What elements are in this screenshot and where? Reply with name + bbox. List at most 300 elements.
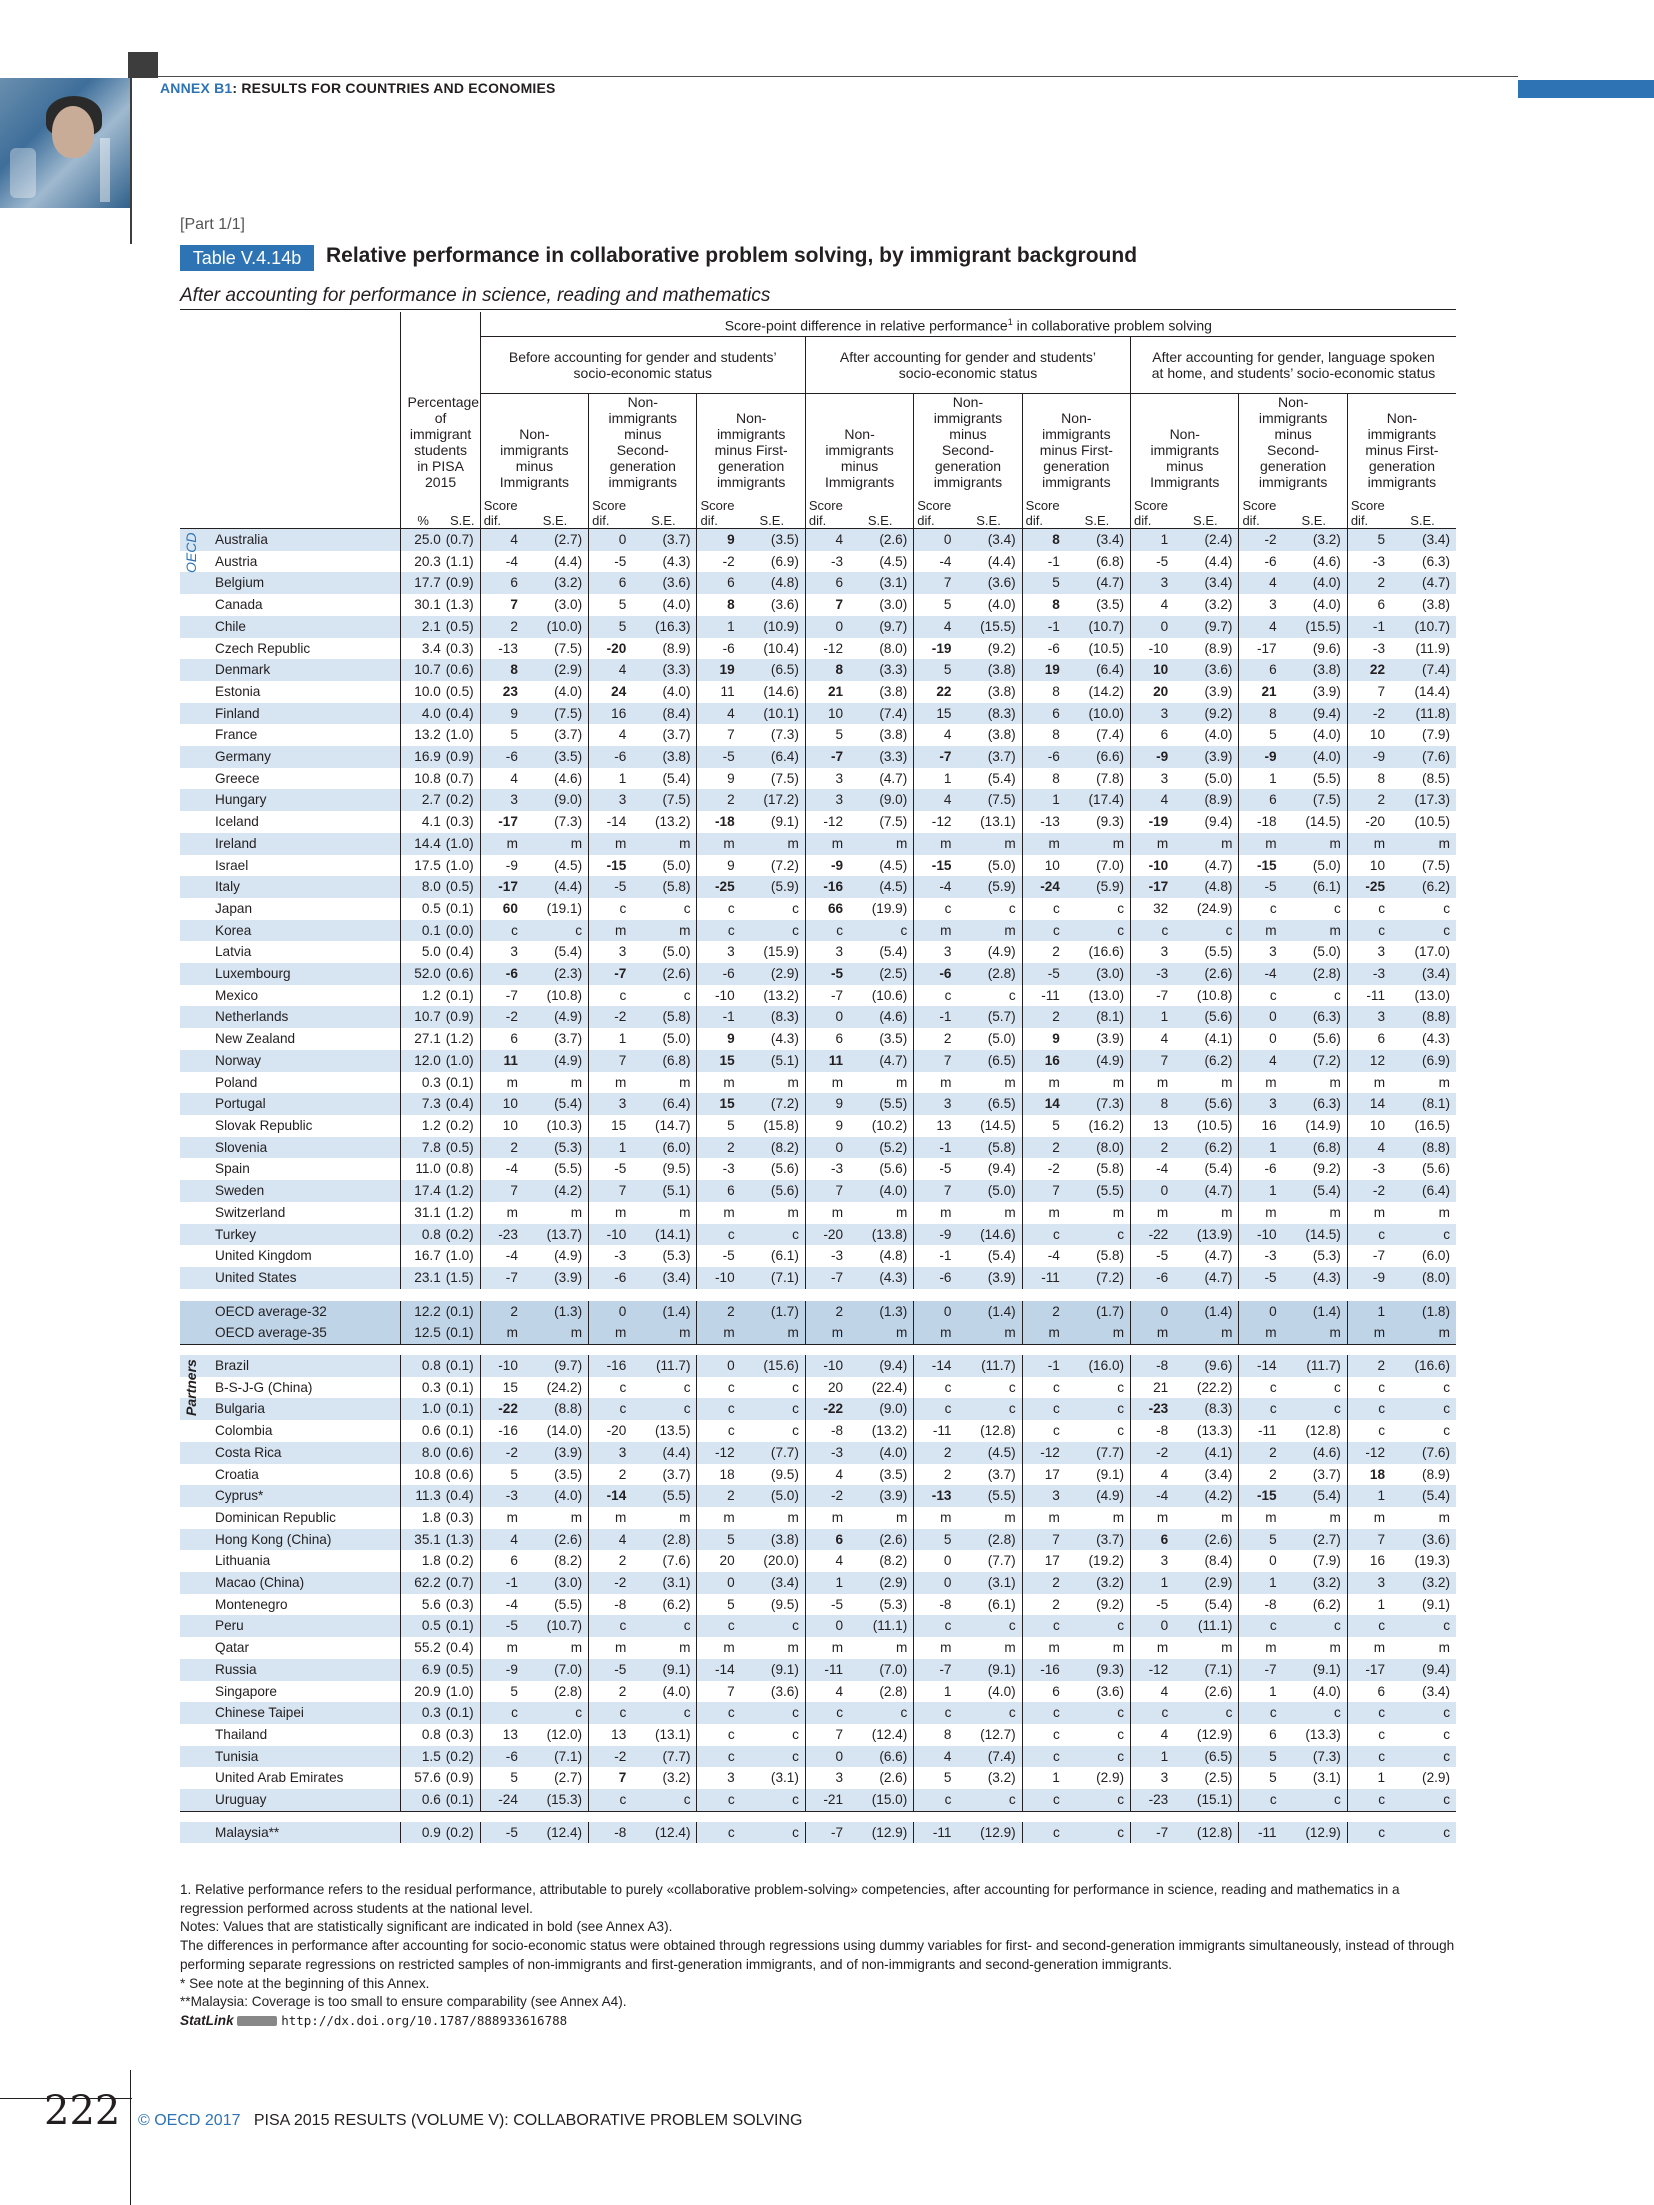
- cell-se: (2.8): [879, 1683, 908, 1699]
- cell-se: (5.6): [1422, 1161, 1450, 1177]
- cell-value: 8: [480, 659, 522, 681]
- cell-value: 3: [589, 941, 631, 963]
- cell-se: (4.6): [1281, 1442, 1348, 1464]
- cell-value: 10: [1347, 724, 1389, 746]
- cell-se: (2.8): [554, 1683, 583, 1699]
- cell-value: -12: [805, 638, 847, 660]
- cell-se: (9.6): [1172, 1355, 1239, 1377]
- cell-value: 1: [1131, 529, 1173, 551]
- cell-se: (1.4): [630, 1301, 697, 1323]
- cell-value: 4: [1131, 789, 1173, 811]
- footer-text: [138, 2112, 802, 2130]
- cell-value: 4: [914, 789, 956, 811]
- cell-value: -22: [480, 1398, 522, 1420]
- cell-se: (5.4): [987, 770, 1016, 786]
- cell-se: (12.9): [955, 1822, 1022, 1844]
- row-label: Czech Republic: [215, 640, 311, 656]
- cell-value: -6: [914, 1267, 956, 1289]
- cell-se: (6.6): [847, 1746, 914, 1768]
- cell-value: 7.3: [401, 1093, 445, 1115]
- cell-se: m: [630, 1322, 697, 1344]
- cell-value: m: [589, 1202, 631, 1224]
- cell-value: c: [1022, 898, 1064, 920]
- header-col-nonimm-first-3: Non-immigrants minus First-generation immigrants: [1347, 394, 1456, 495]
- cell-value: 0: [589, 1301, 631, 1323]
- cell-value: -4: [480, 1594, 522, 1616]
- cell-se: (3.2): [1064, 1572, 1131, 1594]
- cell-value: m: [480, 1322, 522, 1344]
- cell-value: 14.4: [401, 833, 445, 855]
- cell-se: (3.8): [739, 1529, 806, 1551]
- cell-value: m: [1022, 1202, 1064, 1224]
- cell-value: 31.1: [401, 1202, 445, 1224]
- cell-se: (4.7): [1172, 1267, 1239, 1289]
- cell-value: 0: [914, 1572, 956, 1594]
- cell-value: 0.8: [401, 1355, 445, 1377]
- cell-value: m: [589, 1072, 631, 1094]
- cell-se: (1.0): [445, 1248, 474, 1264]
- cell-value: -3: [480, 1485, 522, 1507]
- cell-value: 1.5: [401, 1746, 445, 1768]
- cell-se: (7.2): [1064, 1267, 1131, 1289]
- cell-se: (10.2): [871, 1117, 908, 1133]
- cell-se: (10.5): [1088, 640, 1125, 656]
- cell-value: m: [480, 1202, 522, 1224]
- cell-value: m: [805, 1322, 847, 1344]
- cell-se: (5.5): [1312, 770, 1341, 786]
- cell-value: 6: [1347, 594, 1389, 616]
- cell-value: 3: [589, 1442, 631, 1464]
- cell-value: -7: [1239, 1659, 1281, 1681]
- cell-value: 0.1: [401, 920, 445, 942]
- cell-value: 7: [914, 1050, 956, 1072]
- cell-value: 1: [589, 768, 631, 790]
- cell-value: 5: [480, 1767, 522, 1789]
- cell-value: -11: [1347, 985, 1389, 1007]
- row-label: United States: [180, 1267, 401, 1289]
- cell-value: 3: [1239, 594, 1281, 616]
- cell-value: -5: [480, 1822, 522, 1844]
- cell-se: (6.9): [1389, 1050, 1456, 1072]
- cell-value: 10: [1347, 1115, 1389, 1137]
- row-label: Latvia: [215, 944, 252, 960]
- cell-value: -6: [589, 1267, 631, 1289]
- cell-value: 5: [697, 1115, 739, 1137]
- cell-value: 5: [589, 616, 631, 638]
- cell-value: m: [805, 1202, 847, 1224]
- cell-value: 1: [589, 1028, 631, 1050]
- cell-value: 2: [1022, 1301, 1064, 1323]
- cell-value: 0.5: [401, 1615, 445, 1637]
- cell-value: 19: [697, 659, 739, 681]
- header-unit-score-dif: Score dif.: [1131, 494, 1173, 529]
- cell-value: m: [1347, 1202, 1389, 1224]
- cell-se: (5.1): [739, 1050, 806, 1072]
- cell-value: m: [914, 1637, 956, 1659]
- cell-value: 66: [805, 898, 847, 920]
- cell-se: m: [895, 1640, 908, 1656]
- cell-value: 1: [589, 1137, 631, 1159]
- cell-se: (16.6): [1389, 1355, 1456, 1377]
- cell-value: m: [589, 1322, 631, 1344]
- cell-value: 8: [805, 659, 847, 681]
- cell-value: -8: [589, 1594, 631, 1616]
- cell-se: (4.4): [630, 1442, 697, 1464]
- cell-value: -10: [480, 1355, 522, 1377]
- cell-value: 4.0: [401, 703, 445, 725]
- flask-shape: [10, 148, 36, 198]
- cell-se: (9.1): [1422, 1596, 1450, 1612]
- cell-se: (5.1): [630, 1180, 697, 1202]
- footer-vertical-rule: [130, 2070, 131, 2205]
- cell-value: m: [480, 1637, 522, 1659]
- cell-se: (2.9): [1422, 1770, 1450, 1786]
- header-col-nonimm-second-2: Non-immigrants minus Second-generation immigrants: [914, 394, 1022, 495]
- cell-se: (9.1): [1096, 1466, 1125, 1482]
- cell-value: 10: [1131, 659, 1173, 681]
- cell-value: m: [1239, 1072, 1281, 1094]
- cell-se: (0.3): [445, 640, 474, 656]
- cell-value: -1: [914, 1245, 956, 1267]
- cell-se: m: [787, 1074, 799, 1090]
- cell-value: 9: [805, 1115, 847, 1137]
- table-title: Relative performance in collaborative problem solving, by immigrant background: [326, 244, 1138, 267]
- cell-value: c: [480, 1702, 522, 1724]
- cell-se: (1.4): [1172, 1301, 1239, 1323]
- cell-value: 10: [480, 1093, 522, 1115]
- cell-se: (22.4): [871, 1379, 908, 1395]
- cell-se: (15.1): [1172, 1789, 1239, 1811]
- row-label: Brazil: [180, 1355, 401, 1377]
- cell-se: (3.6): [1172, 659, 1239, 681]
- cell-se: (9.0): [847, 789, 914, 811]
- cell-se: m: [1172, 1322, 1239, 1344]
- cell-value: -17: [480, 876, 522, 898]
- cell-value: -6: [1131, 1267, 1173, 1289]
- cell-se: (7.7): [987, 1553, 1016, 1569]
- cell-se: c: [1008, 1379, 1016, 1395]
- cell-se: (3.8): [1281, 659, 1348, 681]
- cell-se: m: [955, 920, 1022, 942]
- table-row: [180, 681, 1456, 703]
- table-row: [180, 551, 1456, 573]
- cell-value: -1: [1022, 1355, 1064, 1377]
- cell-se: (3.2): [987, 1770, 1016, 1786]
- cell-se: c: [1443, 1726, 1450, 1742]
- cell-se: c: [1389, 1822, 1456, 1844]
- cell-se: (14.7): [654, 1117, 691, 1133]
- cell-value: -20: [1347, 811, 1389, 833]
- cell-value: 1.0: [401, 1398, 445, 1420]
- cell-value: 0.8: [401, 1724, 445, 1746]
- cell-value: 3: [914, 941, 956, 963]
- cell-value: 13: [589, 1724, 631, 1746]
- cell-se: (7.3): [1281, 1746, 1348, 1768]
- cell-se: (13.1): [980, 814, 1016, 830]
- cell-value: 6: [589, 572, 631, 594]
- cell-value: 16: [1022, 1050, 1064, 1072]
- cell-se: (5.4): [987, 1248, 1016, 1264]
- cell-value: -5: [1131, 551, 1173, 573]
- header-col-nonimm-imm-2: Non-immigrants minus Immigrants: [805, 394, 913, 495]
- cell-se: (4.7): [1389, 572, 1456, 594]
- cell-se: (6.5): [955, 1093, 1022, 1115]
- cell-value: -5: [805, 963, 847, 985]
- cell-value: -7: [914, 746, 956, 768]
- cell-se: (2.5): [847, 963, 914, 985]
- cell-se: (0.9): [445, 1006, 480, 1028]
- cell-value: 7: [480, 1180, 522, 1202]
- cell-value: 20: [805, 1377, 847, 1399]
- cell-se: (12.4): [522, 1822, 589, 1844]
- row-label: Denmark: [180, 659, 401, 681]
- cell-se: (7.7): [739, 1442, 806, 1464]
- cell-value: 4: [805, 529, 847, 551]
- cell-value: 2: [1239, 1442, 1281, 1464]
- statlink-url[interactable]: http://dx.doi.org/10.1787/888933616788: [281, 2012, 568, 2028]
- cell-se: (0.4): [445, 1640, 474, 1656]
- cell-value: c: [589, 1398, 631, 1420]
- cell-value: -5: [1239, 1267, 1281, 1289]
- cell-se: (7.0): [1096, 857, 1125, 873]
- cell-se: (3.5): [1096, 597, 1125, 613]
- cell-value: m: [1239, 920, 1281, 942]
- cell-value: -9: [1239, 746, 1281, 768]
- header-unit-score-dif: Score dif.: [480, 494, 522, 529]
- cell-value: 5: [1239, 724, 1281, 746]
- row-label: Hungary: [180, 789, 401, 811]
- cell-se: (4.7): [1172, 1180, 1239, 1202]
- cell-se: (4.9): [554, 1248, 583, 1264]
- cell-value: -2: [1347, 703, 1389, 725]
- cell-se: (12.7): [980, 1726, 1016, 1742]
- cell-value: 11.3: [401, 1485, 445, 1507]
- cell-value: m: [914, 1507, 956, 1529]
- cell-se: (1.3): [445, 1529, 480, 1551]
- cell-se: (0.0): [445, 920, 480, 942]
- cell-value: 9: [805, 1093, 847, 1115]
- cell-se: (13.2): [654, 814, 691, 830]
- cell-value: 4: [1239, 616, 1281, 638]
- cell-se: (15.0): [847, 1789, 914, 1811]
- cell-se: c: [739, 1224, 806, 1246]
- cell-value: 6: [697, 572, 739, 594]
- cell-value: 5: [1022, 1115, 1064, 1137]
- cell-value: c: [1022, 1615, 1064, 1637]
- cell-value: 6: [697, 1180, 739, 1202]
- header-score-point-difference: Score-point difference in relative performance$^1$ in collaborative problem solving: [480, 312, 1456, 337]
- cell-se: (0.5): [445, 683, 474, 699]
- cell-value: 23.1: [401, 1267, 445, 1289]
- cell-se: (6.5): [739, 659, 806, 681]
- cell-value: 21: [805, 681, 847, 703]
- cell-value: 3: [805, 789, 847, 811]
- cell-se: (4.0): [662, 683, 691, 699]
- cell-se: (2.6): [1172, 963, 1239, 985]
- cell-value: 8: [1022, 681, 1064, 703]
- cell-se: (3.6): [955, 572, 1022, 594]
- cell-value: 4: [1131, 1724, 1173, 1746]
- cell-se: m: [1281, 920, 1348, 942]
- cell-value: -2: [805, 1485, 847, 1507]
- cell-se: (4.8): [739, 572, 806, 594]
- cell-se: (3.2): [1281, 1572, 1348, 1594]
- cell-value: 18: [1347, 1464, 1389, 1486]
- cell-value: 5: [1022, 572, 1064, 594]
- cell-value: -10: [697, 1267, 739, 1289]
- header-unit-se: S.E.: [847, 494, 914, 529]
- row-label: Thailand: [215, 1726, 268, 1742]
- cell-se: m: [847, 1322, 914, 1344]
- cell-se: (4.7): [847, 1050, 914, 1072]
- cell-value: c: [1022, 920, 1064, 942]
- table-row: [180, 1050, 1456, 1072]
- row-label: OECD average-32: [180, 1301, 401, 1323]
- table-row: [180, 1572, 1456, 1594]
- cell-value: 16.7: [401, 1245, 445, 1267]
- face-shape: [52, 106, 94, 158]
- cell-value: 2: [914, 1028, 956, 1050]
- cell-se: (14.2): [1088, 683, 1125, 699]
- cell-se: (12.9): [847, 1822, 914, 1844]
- cell-value: 5: [1239, 1746, 1281, 1768]
- cell-se: (3.7): [662, 727, 691, 743]
- cell-value: 6: [1131, 724, 1173, 746]
- cell-value: 4: [1131, 594, 1173, 616]
- cell-value: -22: [1131, 1224, 1173, 1246]
- cell-se: (6.2): [1172, 1137, 1239, 1159]
- table-row: [180, 1377, 1456, 1399]
- note-2: Notes: Values that are statistically significant are indicated in bold (see Annex A3).: [180, 1919, 673, 1935]
- table-row: [180, 1420, 1456, 1442]
- cell-se: (13.0): [1088, 987, 1125, 1003]
- cell-se: (2.7): [554, 1770, 583, 1786]
- table-row: [180, 1746, 1456, 1768]
- cell-se: (2.7): [1281, 1529, 1348, 1551]
- row-label: Poland: [215, 1074, 258, 1090]
- results-table-wrapper: [180, 312, 1456, 1843]
- cell-se: (4.0): [987, 597, 1016, 613]
- cell-value: -8: [1239, 1594, 1281, 1616]
- cell-value: c: [914, 1377, 956, 1399]
- cell-se: (7.6): [1389, 746, 1456, 768]
- cell-se: (1.4): [955, 1301, 1022, 1323]
- header-rule: [158, 76, 1518, 77]
- cell-se: (11.1): [847, 1615, 914, 1637]
- cell-value: 62.2: [401, 1572, 445, 1594]
- cell-se: m: [1004, 1074, 1016, 1090]
- cell-value: -7: [805, 1822, 847, 1844]
- row-label: Hong Kong (China): [180, 1529, 401, 1551]
- cell-value: 8: [1131, 1093, 1173, 1115]
- cell-se: (8.5): [1422, 770, 1450, 786]
- cell-se: (4.4): [554, 553, 583, 569]
- cell-se: (13.2): [763, 987, 799, 1003]
- row-label: Ireland: [180, 833, 401, 855]
- cell-se: (20.0): [763, 1553, 799, 1569]
- cell-value: -7: [805, 1267, 847, 1289]
- cell-se: (5.2): [847, 1137, 914, 1159]
- cell-value: m: [1131, 833, 1173, 855]
- cell-se: (7.2): [1281, 1050, 1348, 1072]
- cell-se: (8.0): [879, 640, 908, 656]
- cell-se: (7.9): [1422, 727, 1450, 743]
- annex-prefix: ANNEX B1: [160, 80, 233, 96]
- cell-value: -5: [589, 551, 631, 573]
- cell-value: -16: [589, 1355, 631, 1377]
- table-label: Table V.4.14b: [180, 245, 314, 271]
- cell-value: 2: [697, 1485, 739, 1507]
- cell-value: c: [1022, 1822, 1064, 1844]
- cell-se: c: [630, 1398, 697, 1420]
- cell-se: m: [679, 1640, 691, 1656]
- cell-value: 2: [697, 789, 739, 811]
- cell-value: -3: [1239, 1245, 1281, 1267]
- table-row: [180, 876, 1456, 898]
- cell-se: (14.6): [955, 1224, 1022, 1246]
- cell-se: (10.7): [522, 1615, 589, 1637]
- cell-value: -5: [589, 1659, 631, 1681]
- cell-se: (4.0): [522, 1485, 589, 1507]
- cell-value: -1: [1347, 616, 1389, 638]
- cell-se: (3.7): [1312, 1466, 1341, 1482]
- cell-se: (7.5): [554, 640, 583, 656]
- cell-se: m: [570, 1640, 583, 1656]
- cell-se: (5.7): [955, 1006, 1022, 1028]
- cell-value: -3: [1347, 1158, 1389, 1180]
- cell-value: 0: [1239, 1301, 1281, 1323]
- cell-se: (7.0): [847, 1659, 914, 1681]
- cell-value: -1: [697, 1006, 739, 1028]
- table-row: [180, 529, 1456, 551]
- cell-se: (7.4): [847, 703, 914, 725]
- cell-se: (3.7): [662, 1466, 691, 1482]
- cell-value: m: [805, 1072, 847, 1094]
- cell-se: (1.3): [445, 597, 474, 613]
- cell-se: m: [630, 833, 697, 855]
- cell-value: 6: [805, 572, 847, 594]
- cell-se: (5.5): [1064, 1180, 1131, 1202]
- cell-se: (1.2): [445, 1204, 474, 1220]
- cell-value: -11: [1239, 1822, 1281, 1844]
- cell-value: m: [1131, 1637, 1173, 1659]
- header-col-nonimm-first-2: Non-immigrants minus First-generation immigrants: [1022, 394, 1130, 495]
- annex-header: [160, 80, 556, 96]
- cell-value: 3: [1131, 703, 1173, 725]
- cell-se: m: [1221, 1204, 1233, 1220]
- cell-se: m: [1329, 1204, 1341, 1220]
- cell-se: (5.4): [1204, 1596, 1233, 1612]
- cell-value: 0.5: [401, 898, 445, 920]
- cell-value: 2: [589, 1550, 631, 1572]
- cell-se: (2.8): [955, 1529, 1022, 1551]
- cell-se: (7.6): [662, 1553, 691, 1569]
- cell-se: (15.9): [763, 944, 799, 960]
- cell-se: c: [1064, 1789, 1131, 1811]
- cell-value: 10: [1022, 855, 1064, 877]
- header-dark-block: [128, 52, 158, 78]
- row-label: Colombia: [215, 1423, 273, 1439]
- cell-se: (5.8): [630, 876, 697, 898]
- cell-value: 1.2: [401, 985, 445, 1007]
- cell-value: 8.0: [401, 876, 445, 898]
- cell-se: (5.0): [955, 1180, 1022, 1202]
- cell-value: 3: [805, 768, 847, 790]
- cell-se: c: [739, 1702, 806, 1724]
- cell-se: (14.5): [1281, 1224, 1348, 1246]
- cell-se: m: [1438, 1640, 1450, 1656]
- cell-value: 2: [697, 1301, 739, 1323]
